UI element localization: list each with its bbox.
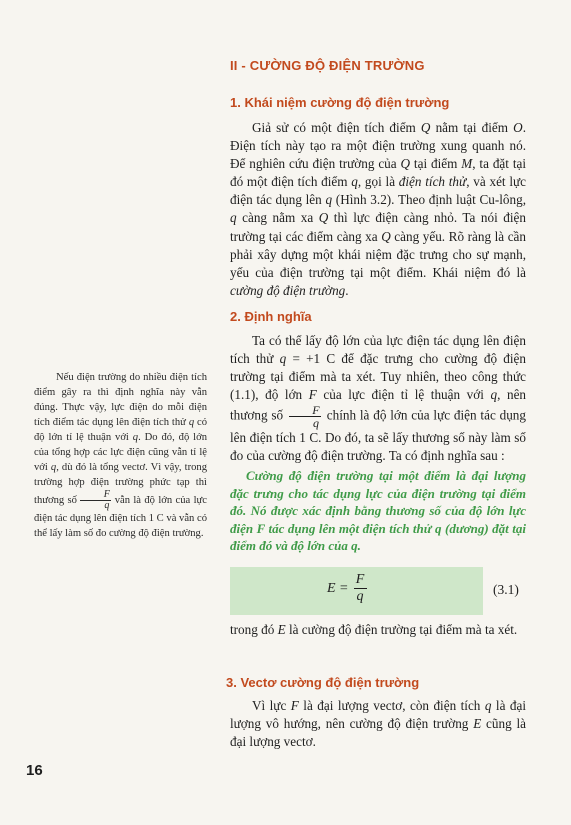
subsection-3-heading: 3. Vectơ cường độ điện trường — [226, 675, 420, 690]
paragraph-vector: Vì lực F là đại lượng vectơ, còn điện tích q là đại lượng vô hướng, nên cường độ điện trường E cũng là đại lượng vectơ. — [230, 698, 526, 750]
section-heading: II - CƯỜNG ĐỘ ĐIỆN TRƯỜNG — [230, 58, 425, 73]
page-number: 16 — [26, 762, 43, 779]
sidenote-fraction: $\frac{F}{q}$ — [80, 490, 111, 511]
paragraph-after-formula: trong đó E là cường độ điện trường tại điểm mà ta xét. — [230, 622, 518, 637]
formula: E = $\frac{F}{q}$ — [327, 572, 367, 605]
inline-fraction: $\frac{F}{q}$ — [289, 404, 321, 429]
equation-number: (3.1) — [493, 582, 519, 597]
subsection-1-heading: 1. Khái niệm cường độ điện trường — [230, 95, 450, 110]
paragraph-definition-intro: Ta có thể lấy độ lớn của lực điện tác dụng lên điện tích thử q = +1 C để đặc trưng cho cường độ điện trường tại điểm mà ta xét. Tuy nhiên, theo công thức (1.1), độ lớn F của lực điện tỉ lệ thuận với q, nên thương số $\frac{F}{q}$ chính là độ lớn của lực điện tác dụng lên điện tích 1 C. Do đó, ta sẽ lấy thương số này làm số đo của cường độ điện trường. Ta có định nghĩa sau : — [230, 333, 527, 464]
formula-fraction: $\frac{F}{q}$ — [354, 572, 367, 605]
subsection-2-heading: 2. Định nghĩa — [230, 309, 312, 324]
sidenote: Nếu điện trường do nhiều điện tích điểm gây ra thì định nghĩa này vẫn đúng. Thực vậy, lực điện do mỗi điện tích điểm tác dụng lên điện tích thử q có độ lớn tỉ lệ thuận với q. Do đó, độ lớn của tổng hợp các lực điện cũng vẫn tỉ lệ với q, dù đó là tổng vectơ. Vì vậy, trong trường hợp điện trường phức tạp thì thương số $\frac{F}{q}$ vẫn là độ lớn của lực điện tác dụng lên điện tích 1 C và vẫn có thể lấy làm số đo cường độ điện trường. — [34, 372, 208, 540]
paragraph-concept: Giả sử có một điện tích điểm Q nằm tại điểm O. Điện tích này tạo ra một điện trường xung quanh nó. Để nghiên cứu điện trường của Q tại điểm M, ta đặt tại đó một điện tích điểm q, gọi là điện tích thử, và xét lực điện tác dụng lên q (Hình 3.2). Theo định luật Cu-lông, q càng nằm xa Q thì lực điện càng nhỏ. Ta nói điện trường tại các điểm càng xa Q càng yếu. Rõ ràng là cần phải xây dựng một khái niệm đặc trưng cho sự mạnh, yếu của điện trường tại một điểm. Khái niệm đó là cường độ điện trường. — [230, 120, 526, 298]
definition-text: Cường độ điện trường tại một điểm là đại lượng đặc trưng cho tác dụng lực của điện trường tại điểm đó. Nó được xác định bằng thương số của độ lớn lực điện F tác dụng lên một điện tích thử q (dương) đặt tại điểm đó và độ lớn của q. — [230, 468, 526, 554]
